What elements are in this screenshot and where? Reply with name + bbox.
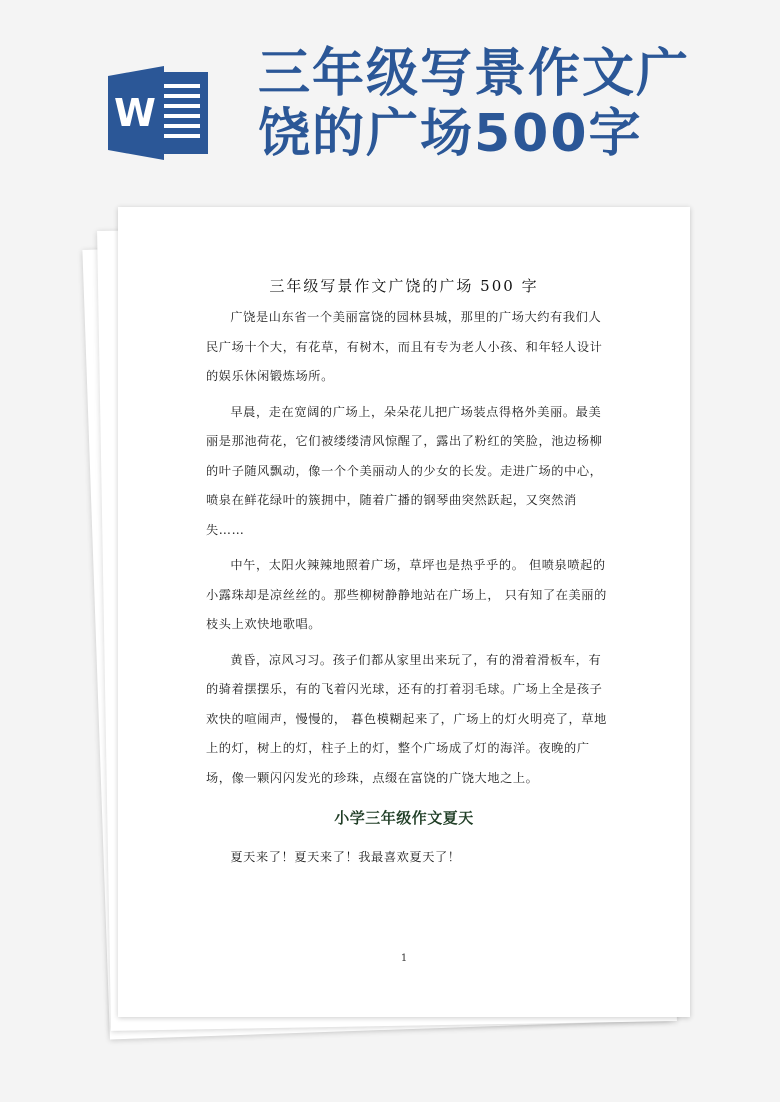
document-page xyxy=(118,207,690,1017)
section-heading: 小学三年级作文夏天 xyxy=(334,809,474,827)
document-body xyxy=(206,303,608,799)
paragraph: 中午，太阳火辣辣地照着广场，草坪也是热乎乎的。 但喷泉喷起的小露珠却是凉丝丝的。那些柳树静静地站在广场上， 只有知了在美丽的枝头上欢快地歌唱。 xyxy=(206,558,607,631)
paragraph: 黄昏，凉风习习。孩子们都从家里出来玩了，有的滑着滑板车，有的骑着摆摆乐，有的飞着闪光球，还有的打着羽毛球。广场上全是孩子欢快的喧闹声，慢慢的， 暮色模糊起来了，广场上的灯火明亮了，草地上的灯，树上的灯，柱子上的灯，整个广场成了灯的海洋。夜晚的广场，像一颗闪闪发光的珍珠，点缀在富饶的广饶大地之上。 xyxy=(206,652,607,785)
page-title xyxy=(258,44,758,164)
paragraph: 早晨，走在宽阔的广场上，朵朵花儿把广场装点得格外美丽。最美丽是那池荷花，它们被缕缕清风惊醒了，露出了粉红的笑脸，池边杨柳的叶子随风飘动，像一个个美丽动人的少女的长发。走进广场的中心，喷泉在鲜花绿叶的簇拥中，随着广播的钢琴曲突然跃起，又突然消失…… xyxy=(206,404,603,537)
page-title-line-1: 三年级写景作文广 xyxy=(258,44,691,104)
section-paragraph: 夏天来了！夏天来了！我最喜欢夏天了！ xyxy=(230,850,461,864)
page-title-line-2: 饶的广场500字 xyxy=(258,104,643,164)
page-number: 1 xyxy=(400,953,408,964)
word-icon-letter: W xyxy=(114,91,156,135)
paragraph: 广饶是山东省一个美丽富饶的园林县城，那里的广场大约有我们人民广场十个大，有花草，有树木，而且有专为老人小孩、和年轻人设计的娱乐休闲锻炼场所。 xyxy=(206,310,603,383)
word-document-icon xyxy=(108,66,212,160)
document-title: 三年级写景作文广饶的广场 500 字 xyxy=(269,277,539,295)
